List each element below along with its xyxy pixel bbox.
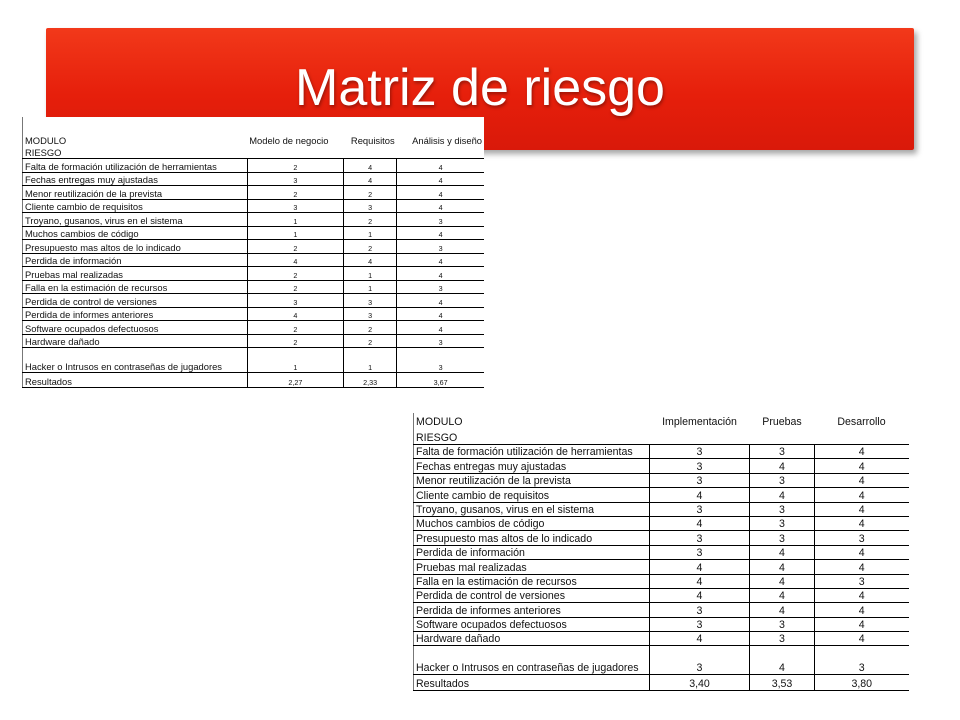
risk-value: 3 (750, 445, 815, 459)
results-value: 3,80 (815, 675, 909, 691)
table-row (414, 516, 909, 530)
results-value: 2,33 (344, 373, 397, 388)
risk-value: 4 (750, 459, 815, 473)
risk-value: 2 (247, 280, 343, 294)
risk-value: 4 (650, 632, 750, 646)
table-row (23, 321, 485, 335)
risk-value: 3 (815, 531, 909, 545)
table-row (23, 348, 485, 373)
risk-value: 1 (344, 348, 397, 373)
risk-value: 3 (650, 502, 750, 516)
risk-value: 4 (397, 172, 484, 186)
risk-value: 2 (344, 213, 397, 227)
risk-value: 4 (750, 603, 815, 617)
column-header: Pruebas (762, 415, 802, 428)
risk-value: 3 (344, 307, 397, 321)
table-row (23, 199, 485, 213)
risk-value: 3 (247, 294, 343, 308)
modulo-header: MODULO (25, 135, 67, 146)
risk-value: 3 (750, 502, 815, 516)
risk-value: 4 (815, 459, 909, 473)
risk-value: 4 (650, 574, 750, 588)
empty-cell (247, 146, 484, 159)
risk-value: 4 (344, 172, 397, 186)
risk-value: 4 (750, 560, 815, 574)
risk-value: 4 (750, 488, 815, 502)
risk-value: 4 (750, 646, 815, 675)
table-row (23, 253, 485, 267)
risk-value: 1 (247, 348, 343, 373)
risk-value: 4 (815, 588, 909, 602)
table-row (414, 574, 909, 588)
risk-value: 2 (344, 186, 397, 200)
results-value: 3,53 (750, 675, 815, 691)
results-value: 3,40 (650, 675, 750, 691)
table-row (23, 240, 485, 254)
risk-label: Perdida de control de versiones (23, 294, 248, 308)
risk-label: Software ocupados defectuosos (23, 321, 248, 335)
risk-value: 4 (815, 560, 909, 574)
table-row (23, 172, 485, 186)
results-value: 2,27 (247, 373, 343, 388)
risk-value: 3 (815, 574, 909, 588)
risk-value: 3 (750, 516, 815, 530)
risk-matrix-table-1 (22, 117, 484, 388)
empty-cell (650, 430, 909, 445)
risk-label: Fechas entregas muy ajustadas (23, 172, 248, 186)
risk-value: 3 (397, 348, 484, 373)
table-row (414, 646, 909, 675)
risk-value: 4 (397, 186, 484, 200)
risk-value: 4 (650, 488, 750, 502)
risk-value: 3 (247, 172, 343, 186)
risk-value: 4 (344, 159, 397, 173)
risk-label: Presupuesto mas altos de lo indicado (23, 240, 248, 254)
risk-value: 3 (750, 531, 815, 545)
column-header: Requisitos (350, 135, 395, 146)
risk-value: 3 (750, 617, 815, 631)
risk-value: 2 (344, 240, 397, 254)
risk-value: 1 (344, 280, 397, 294)
table-row (414, 617, 909, 631)
column-header: Desarrollo (837, 415, 886, 428)
risk-value: 4 (397, 267, 484, 281)
table-row (23, 334, 485, 348)
risk-value: 4 (815, 516, 909, 530)
risk-value: 4 (650, 516, 750, 530)
table-row (414, 560, 909, 574)
risk-value: 4 (397, 226, 484, 240)
risk-value: 4 (750, 545, 815, 559)
risk-value: 3 (247, 199, 343, 213)
risk-value: 3 (750, 473, 815, 487)
column-header: Análisis y diseño (412, 135, 482, 146)
risk-value: 4 (815, 473, 909, 487)
risk-label: Hacker o Intrusos en contraseñas de jugadores (414, 646, 650, 675)
risk-value: 4 (815, 488, 909, 502)
modulo-header: MODULO (416, 415, 463, 428)
risk-label: Menor reutilización de la prevista (23, 186, 248, 200)
risk-value: 3 (650, 445, 750, 459)
risk-value: 4 (247, 253, 343, 267)
table-row (23, 186, 485, 200)
risk-value: 3 (344, 199, 397, 213)
risk-value: 4 (815, 545, 909, 559)
risk-label: Pruebas mal realizadas (23, 267, 248, 281)
risk-value: 2 (344, 321, 397, 335)
risk-value: 4 (247, 307, 343, 321)
risk-value: 3 (650, 617, 750, 631)
risk-value: 3 (650, 646, 750, 675)
risk-value: 4 (650, 588, 750, 602)
risk-label: Perdida de control de versiones (414, 588, 650, 602)
risk-label: Hacker o Intrusos en contraseñas de jugadores (23, 348, 248, 373)
table-row (414, 488, 909, 502)
results-label: Resultados (414, 675, 650, 691)
risk-value: 3 (650, 531, 750, 545)
risk-label: Hardware dañado (23, 334, 248, 348)
risk-label: Pruebas mal realizadas (414, 560, 650, 574)
table-row (414, 545, 909, 559)
risk-label: Presupuesto mas altos de lo indicado (414, 531, 650, 545)
risk-value: 2 (247, 267, 343, 281)
column-header: Modelo de negocio (249, 135, 329, 146)
riesgo-header: RIESGO (23, 146, 248, 159)
risk-value: 4 (397, 199, 484, 213)
risk-label: Muchos cambios de código (414, 516, 650, 530)
risk-value: 4 (344, 253, 397, 267)
table-row (414, 445, 909, 459)
table-row (414, 632, 909, 646)
table-row (23, 226, 485, 240)
riesgo-row (23, 146, 485, 159)
risk-label: Perdida de información (414, 545, 650, 559)
risk-value: 4 (397, 253, 484, 267)
risk-label: Perdida de información (23, 253, 248, 267)
results-value: 3,67 (397, 373, 484, 388)
risk-value: 4 (397, 159, 484, 173)
results-row (414, 675, 909, 691)
risk-value: 4 (815, 445, 909, 459)
risk-value: 2 (247, 334, 343, 348)
header-row (414, 413, 909, 430)
table-row (414, 502, 909, 516)
risk-value: 1 (247, 226, 343, 240)
risk-value: 3 (815, 646, 909, 675)
risk-label: Troyano, gusanos, virus en el sistema (23, 213, 248, 227)
riesgo-row (414, 430, 909, 445)
risk-value: 1 (247, 213, 343, 227)
risk-value: 4 (397, 294, 484, 308)
table-row (23, 307, 485, 321)
risk-value: 4 (397, 321, 484, 335)
table-row (23, 280, 485, 294)
risk-value: 2 (247, 240, 343, 254)
risk-value: 2 (247, 186, 343, 200)
header-row (23, 117, 485, 146)
table-row (23, 267, 485, 281)
risk-value: 2 (247, 159, 343, 173)
risk-value: 4 (650, 560, 750, 574)
risk-value: 2 (344, 334, 397, 348)
risk-value: 4 (397, 307, 484, 321)
risk-value: 3 (650, 459, 750, 473)
risk-label: Fechas entregas muy ajustadas (414, 459, 650, 473)
table-row (414, 473, 909, 487)
risk-value: 2 (247, 321, 343, 335)
results-label: Resultados (23, 373, 248, 388)
risk-value: 3 (397, 213, 484, 227)
risk-value: 4 (815, 617, 909, 631)
table-row (414, 531, 909, 545)
table-row (23, 159, 485, 173)
risk-label: Troyano, gusanos, virus en el sistema (414, 502, 650, 516)
risk-value: 4 (815, 632, 909, 646)
table-row (23, 294, 485, 308)
risk-value: 4 (750, 588, 815, 602)
risk-label: Menor reutilización de la prevista (414, 473, 650, 487)
risk-label: Cliente cambio de requisitos (23, 199, 248, 213)
results-row (23, 373, 485, 388)
risk-value: 3 (650, 603, 750, 617)
risk-value: 3 (650, 545, 750, 559)
risk-label: Cliente cambio de requisitos (414, 488, 650, 502)
risk-value: 3 (344, 294, 397, 308)
risk-value: 4 (815, 502, 909, 516)
risk-value: 3 (750, 632, 815, 646)
risk-matrix-table-2 (413, 413, 909, 691)
risk-label: Software ocupados defectuosos (414, 617, 650, 631)
risk-value: 1 (344, 267, 397, 281)
risk-label: Falla en la estimación de recursos (414, 574, 650, 588)
riesgo-header: RIESGO (414, 430, 650, 445)
risk-value: 3 (397, 280, 484, 294)
table-row (414, 588, 909, 602)
risk-label: Perdida de informes anteriores (23, 307, 248, 321)
risk-value: 4 (815, 603, 909, 617)
slide-title: Matriz de riesgo (295, 59, 665, 117)
table-row (23, 213, 485, 227)
table-row (414, 603, 909, 617)
risk-label: Falla en la estimación de recursos (23, 280, 248, 294)
risk-label: Muchos cambios de código (23, 226, 248, 240)
risk-label: Hardware dañado (414, 632, 650, 646)
risk-value: 3 (650, 473, 750, 487)
risk-value: 1 (344, 226, 397, 240)
risk-label: Perdida de informes anteriores (414, 603, 650, 617)
risk-value: 3 (397, 334, 484, 348)
risk-label: Falta de formación utilización de herramientas (414, 445, 650, 459)
risk-value: 4 (750, 574, 815, 588)
risk-value: 3 (397, 240, 484, 254)
risk-label: Falta de formación utilización de herramientas (23, 159, 248, 173)
table-row (414, 459, 909, 473)
column-header: Implementación (662, 415, 737, 428)
